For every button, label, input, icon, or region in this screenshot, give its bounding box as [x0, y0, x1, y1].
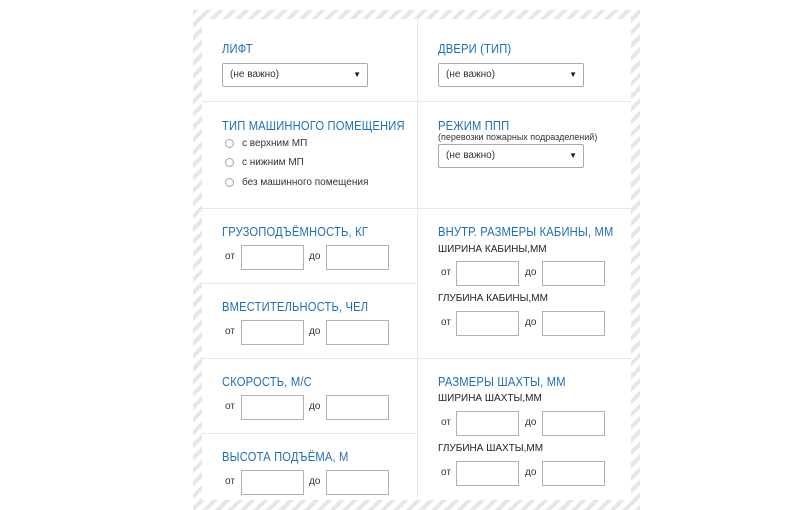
doors-select-value: (не важно): [446, 69, 496, 80]
row-divider: [202, 283, 417, 284]
capacity-title: ГРУЗОПОДЪЁМНОСТЬ, КГ: [222, 224, 368, 239]
radio-label: с нижним МП: [242, 157, 304, 168]
shaft-width-to-input[interactable]: [542, 411, 605, 436]
range-from-label: от: [225, 326, 235, 337]
shaft-title: РАЗМЕРЫ ШАХТЫ, ММ: [438, 374, 566, 389]
range-from-label: от: [225, 476, 235, 487]
speed-from-input[interactable]: [241, 395, 304, 420]
chevron-down-icon: ▼: [569, 70, 577, 79]
shaft-width-from-input[interactable]: [456, 411, 519, 436]
speed-to-input[interactable]: [326, 395, 389, 420]
range-from-label: от: [441, 467, 451, 478]
range-to-label: до: [309, 476, 321, 487]
cabin-depth-label: ГЛУБИНА КАБИНЫ,ММ: [438, 293, 548, 304]
radio-button[interactable]: [225, 158, 234, 167]
speed-title: СКОРОСТЬ, М/С: [222, 374, 312, 389]
lift-select-value: (не важно): [230, 69, 280, 80]
range-from-label: от: [441, 317, 451, 328]
cabin-width-label: ШИРИНА КАБИНЫ,ММ: [438, 244, 547, 255]
cabin-depth-to-input[interactable]: [542, 311, 605, 336]
radio-button[interactable]: [225, 139, 234, 148]
machine-room-title: ТИП МАШИННОГО ПОМЕЩЕНИЯ: [222, 118, 405, 133]
radio-label: с верхним МП: [242, 138, 308, 149]
range-from-label: от: [441, 417, 451, 428]
column-divider: [417, 19, 418, 500]
ppp-mode-subtitle: (перевозки пожарных подразделений): [438, 132, 598, 142]
row-divider: [202, 208, 631, 209]
lift-height-from-input[interactable]: [241, 470, 304, 495]
passengers-to-input[interactable]: [326, 320, 389, 345]
ppp-mode-select-value: (не важно): [446, 150, 496, 161]
radio-option-no-room[interactable]: [225, 177, 368, 188]
row-divider: [202, 433, 417, 434]
chevron-down-icon: ▼: [353, 70, 361, 79]
cabin-width-to-input[interactable]: [542, 261, 605, 286]
lift-height-to-input[interactable]: [326, 470, 389, 495]
passengers-title: ВМЕСТИТЕЛЬНОСТЬ, ЧЕЛ: [222, 299, 369, 314]
range-to-label: до: [525, 267, 537, 278]
doors-select[interactable]: [438, 63, 584, 87]
radio-option-top-room[interactable]: [225, 138, 307, 149]
range-to-label: до: [309, 401, 321, 412]
shaft-width-label: ШИРИНА ШАХТЫ,ММ: [438, 393, 542, 404]
cabin-depth-from-input[interactable]: [456, 311, 519, 336]
cabin-title: ВНУТР. РАЗМЕРЫ КАБИНЫ, ММ: [438, 224, 614, 239]
shaft-depth-from-input[interactable]: [456, 461, 519, 486]
range-from-label: от: [225, 251, 235, 262]
shaft-depth-label: ГЛУБИНА ШАХТЫ,ММ: [438, 443, 544, 454]
passengers-from-input[interactable]: [241, 320, 304, 345]
shaft-depth-to-input[interactable]: [542, 461, 605, 486]
range-to-label: до: [525, 317, 537, 328]
range-to-label: до: [525, 417, 537, 428]
row-divider: [202, 101, 631, 102]
chevron-down-icon: ▼: [569, 151, 577, 160]
lift-select[interactable]: [222, 63, 368, 87]
range-to-label: до: [309, 251, 321, 262]
radio-option-bottom-room[interactable]: [225, 157, 304, 168]
row-divider: [202, 358, 631, 359]
lift-height-title: ВЫСОТА ПОДЪЁМА, М: [222, 449, 349, 464]
capacity-from-input[interactable]: [241, 245, 304, 270]
range-to-label: до: [525, 467, 537, 478]
range-from-label: от: [225, 401, 235, 412]
filter-panel: [202, 19, 631, 500]
radio-label: без машинного помещения: [242, 177, 369, 188]
capacity-to-input[interactable]: [326, 245, 389, 270]
cabin-width-from-input[interactable]: [456, 261, 519, 286]
ppp-mode-select[interactable]: [438, 144, 584, 168]
range-to-label: до: [309, 326, 321, 337]
ppp-mode-title: РЕЖИМ ППП: [438, 118, 510, 133]
lift-title: ЛИФТ: [222, 41, 253, 56]
range-from-label: от: [441, 267, 451, 278]
doors-title: ДВЕРИ (ТИП): [438, 41, 512, 56]
radio-button[interactable]: [225, 178, 234, 187]
